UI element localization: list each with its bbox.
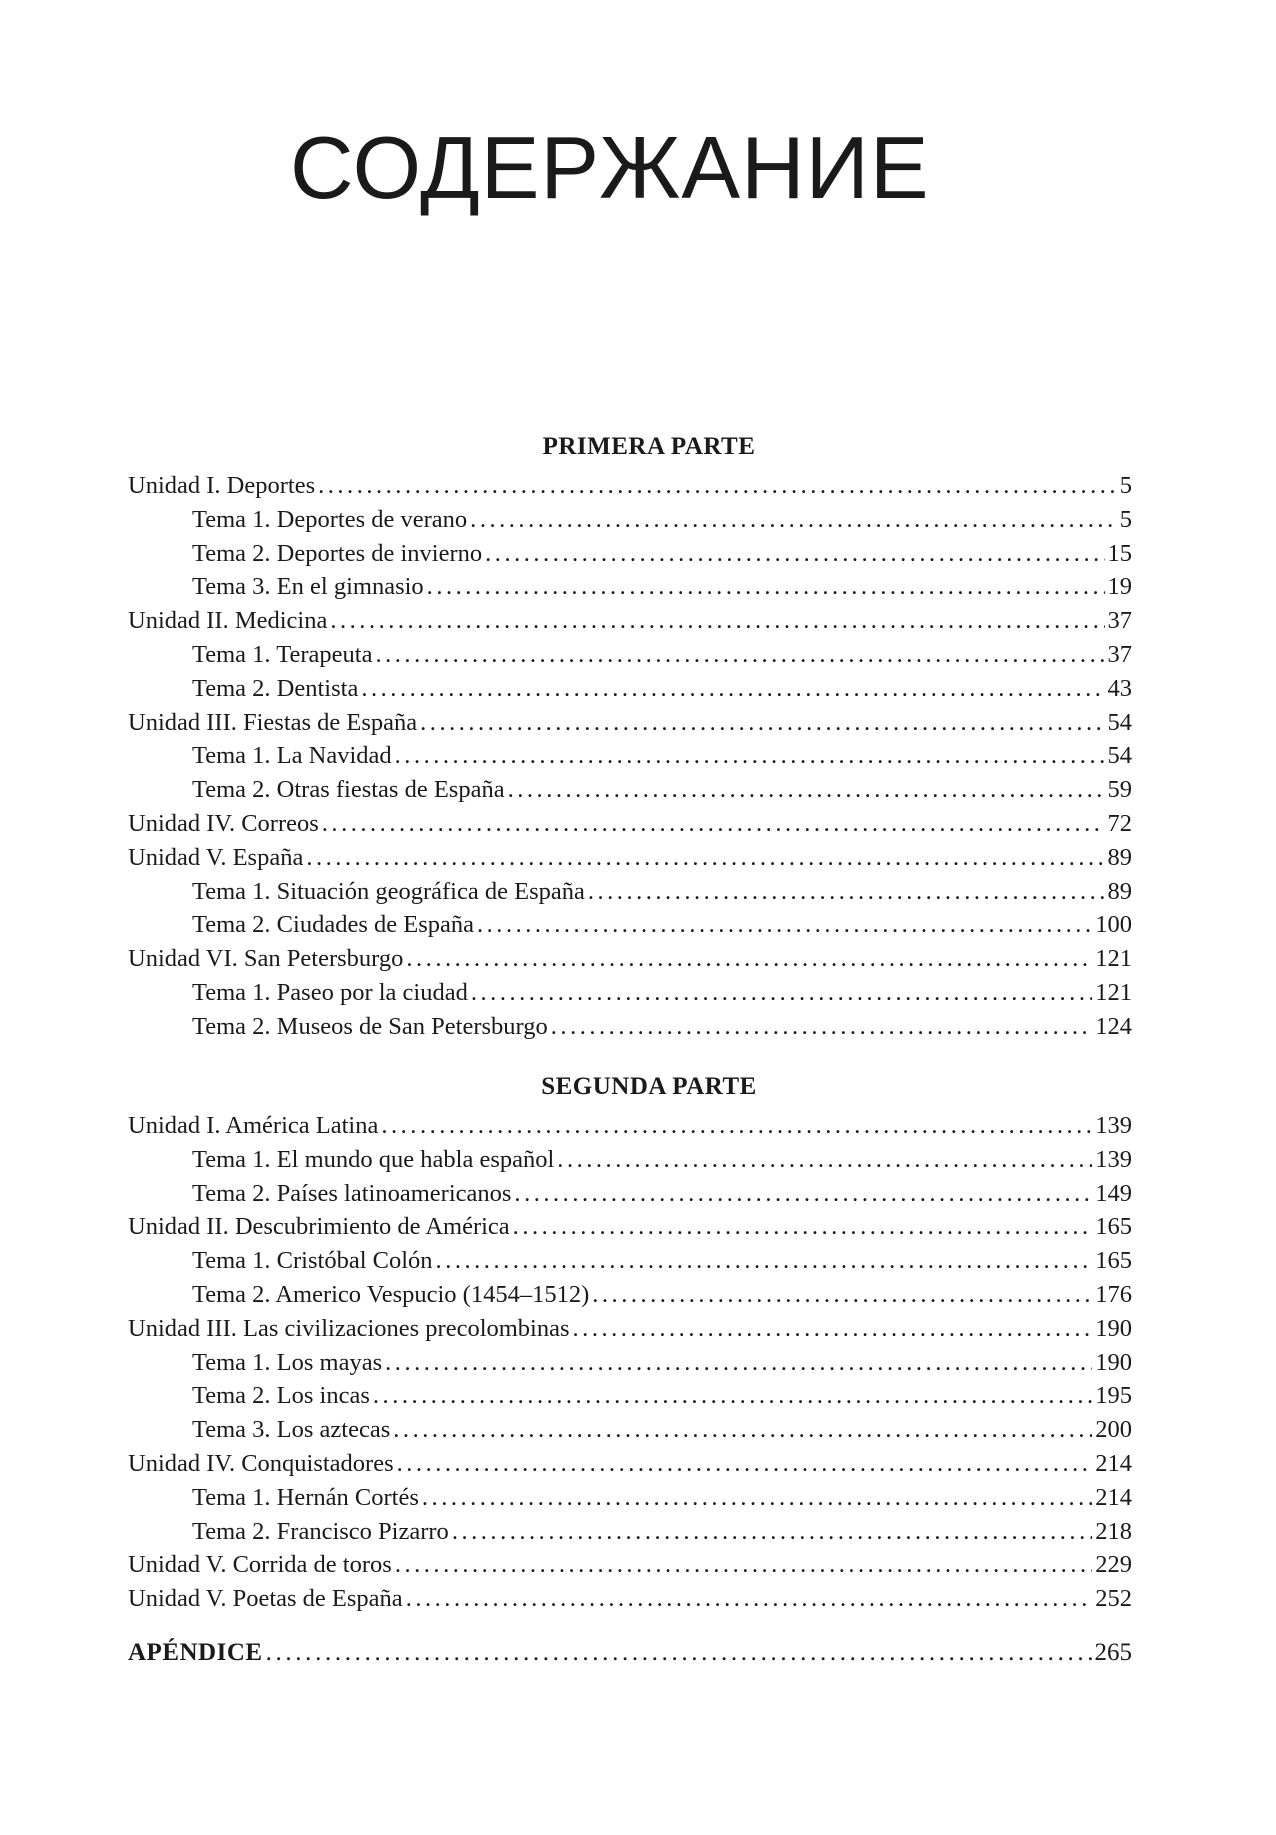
toc-entry-label: Tema 2. Francisco Pizarro [192, 1517, 449, 1545]
dot-leader [397, 1447, 1093, 1481]
toc-entry-label: Tema 1. Terapeuta [192, 640, 373, 668]
dot-leader [385, 1346, 1092, 1380]
dot-leader [330, 604, 1104, 638]
toc-entry-page: 190 [1095, 1348, 1132, 1376]
toc-entry-label: Unidad V. Poetas de España [128, 1585, 403, 1613]
toc-entry[interactable] [128, 1346, 1132, 1380]
toc-entry-label: Unidad IV. Correos [128, 809, 319, 837]
toc-entry-page: 15 [1107, 539, 1132, 567]
dot-leader [592, 1278, 1092, 1312]
toc-entry-label: Tema 1. Hernán Cortés [192, 1483, 419, 1511]
toc-entry-page: 54 [1107, 708, 1132, 736]
toc-entry-page: 176 [1095, 1280, 1132, 1308]
toc-entry[interactable] [128, 1278, 1132, 1312]
dot-leader [427, 570, 1105, 604]
toc-entry-label: APÉNDICE [128, 1639, 263, 1666]
toc-entry-label: Tema 3. En el gimnasio [192, 573, 424, 601]
dot-leader [513, 1210, 1093, 1244]
toc-entry-page: 19 [1107, 573, 1132, 601]
dot-leader [436, 1244, 1093, 1278]
toc-entry-page: 100 [1095, 911, 1132, 939]
dot-leader [395, 739, 1105, 773]
toc-entry-page: 149 [1095, 1179, 1132, 1207]
toc-entry[interactable] [128, 706, 1132, 740]
toc-entry[interactable] [128, 1379, 1132, 1413]
dot-leader [306, 841, 1104, 875]
toc-entry-label: Tema 1. Cristóbal Colón [192, 1247, 433, 1275]
toc-entry-label: Tema 2. Los incas [192, 1382, 370, 1410]
toc-entry[interactable] [128, 638, 1132, 672]
toc-entry[interactable] [128, 841, 1132, 875]
toc-entry-page: 165 [1095, 1213, 1132, 1241]
toc-entry-label: Tema 1. La Navidad [192, 742, 392, 770]
toc-entry-label: Tema 1. Los mayas [192, 1348, 383, 1376]
toc-entry-label: Tema 1. El mundo que habla español [192, 1145, 555, 1173]
toc-entry-page: 195 [1095, 1382, 1132, 1410]
page-title: СОДЕРЖАНИЕ [290, 118, 930, 217]
toc-entry-page: 121 [1095, 978, 1132, 1006]
toc-entry-label: Tema 2. Países latinoamericanos [192, 1179, 512, 1207]
toc-entry-label: Tema 1. Deportes de verano [192, 505, 468, 533]
toc-entry-label: Tema 2. Deportes de invierno [192, 539, 483, 567]
dot-leader [266, 1636, 1092, 1670]
toc-entry-page: 200 [1095, 1416, 1132, 1444]
dot-leader [557, 1143, 1092, 1177]
toc-entry-page: 214 [1095, 1483, 1132, 1511]
toc-entry[interactable] [128, 1481, 1132, 1515]
toc-entry[interactable] [128, 1515, 1132, 1549]
dot-leader [322, 807, 1105, 841]
toc-entry[interactable] [128, 1177, 1132, 1211]
toc-entry-label: Tema 2. Dentista [192, 674, 359, 702]
dot-leader [393, 1413, 1092, 1447]
toc-entry[interactable] [128, 1312, 1132, 1346]
dot-leader [422, 1481, 1092, 1515]
toc-entry[interactable] [128, 807, 1132, 841]
dot-leader [470, 503, 1117, 537]
dot-leader [471, 976, 1092, 1010]
toc-entry-page: 5 [1119, 505, 1132, 533]
dot-leader [573, 1312, 1093, 1346]
toc-entry-label: Unidad I. América Latina [128, 1112, 379, 1139]
toc-entry-label: Tema 2. Museos de San Petersburgo [192, 1012, 548, 1040]
toc-entry[interactable] [128, 1143, 1132, 1177]
dot-leader [406, 942, 1092, 976]
toc-entry[interactable] [128, 1010, 1132, 1044]
toc-entry[interactable] [128, 570, 1132, 604]
toc-entry-label: Unidad V. España [128, 843, 304, 871]
toc-entry-page: 5 [1119, 472, 1132, 499]
toc-entry-page: 121 [1095, 945, 1132, 973]
toc-entry[interactable] [128, 469, 1132, 503]
toc-entry-label: Tema 1. Situación geográfica de España [192, 877, 585, 905]
part-heading-primera: PRIMERA PARTE [542, 433, 756, 460]
toc-entry-label: Tema 2. Americo Vespucio (1454–1512) [192, 1280, 590, 1308]
dot-leader [318, 469, 1117, 503]
toc-entry[interactable] [128, 1548, 1132, 1582]
toc-entry[interactable] [128, 773, 1132, 807]
dot-leader [588, 875, 1105, 909]
toc-entry-appendix[interactable] [128, 1636, 1132, 1670]
toc-entry-page: 72 [1107, 809, 1132, 837]
toc-entry[interactable] [128, 503, 1132, 537]
toc-entry-label: Tema 2. Otras fiestas de España [192, 776, 505, 804]
toc-entry[interactable] [128, 672, 1132, 706]
toc-entry-page: 89 [1107, 843, 1132, 871]
toc-entry-page: 89 [1107, 877, 1132, 905]
dot-leader [508, 773, 1105, 807]
toc-entry-page: 43 [1107, 674, 1132, 702]
toc-entry[interactable] [128, 1109, 1132, 1143]
toc-entry[interactable] [128, 1413, 1132, 1447]
toc-primera-parte [128, 469, 1132, 1044]
toc-entry-label: Unidad I. Deportes [128, 472, 316, 499]
toc-entry[interactable] [128, 739, 1132, 773]
toc-entry-label: Unidad III. Fiestas de España [128, 708, 418, 736]
dot-leader [395, 1548, 1092, 1582]
toc-entry-label: Unidad II. Descubrimiento de América [128, 1213, 510, 1241]
toc-entry[interactable] [128, 604, 1132, 638]
dot-leader [373, 1379, 1092, 1413]
dot-leader [477, 908, 1092, 942]
dot-leader [420, 706, 1104, 740]
toc-entry[interactable] [128, 1210, 1132, 1244]
toc-entry-label: Unidad II. Medicina [128, 607, 328, 635]
toc-entry[interactable] [128, 942, 1132, 976]
toc-entry-page: 165 [1095, 1247, 1132, 1275]
toc-entry-page: 214 [1095, 1449, 1132, 1477]
dot-leader [551, 1010, 1092, 1044]
toc-entry[interactable] [128, 537, 1132, 571]
toc-entry-page: 218 [1095, 1517, 1132, 1545]
toc-entry[interactable] [128, 908, 1132, 942]
toc-entry-page: 252 [1095, 1585, 1132, 1613]
dot-leader [361, 672, 1104, 706]
toc-entry-label: Tema 2. Ciudades de España [192, 911, 474, 939]
toc-entry-page: 37 [1107, 640, 1132, 668]
toc-entry-page: 139 [1095, 1145, 1132, 1173]
toc-entry[interactable] [128, 976, 1132, 1010]
toc-entry[interactable] [128, 875, 1132, 909]
toc-entry-label: Unidad VI. San Petersburgo [128, 945, 404, 973]
toc-entry-label: Tema 3. Los aztecas [192, 1416, 391, 1444]
toc-entry-page: 124 [1095, 1012, 1132, 1040]
dot-leader [406, 1582, 1093, 1616]
toc-entry-page: 59 [1107, 776, 1132, 804]
toc-entry-page: 37 [1107, 607, 1132, 635]
dot-leader [485, 537, 1104, 571]
toc-entry-label: Unidad IV. Conquistadores [128, 1449, 394, 1477]
toc-entry-label: Unidad III. Las civilizaciones precolombinas [128, 1314, 570, 1342]
toc-entry-page: 54 [1107, 742, 1132, 770]
dot-leader [452, 1515, 1092, 1549]
toc-entry-page: 265 [1094, 1639, 1132, 1666]
toc-entry-page: 139 [1095, 1112, 1132, 1139]
toc-entry-label: Tema 1. Paseo por la ciudad [192, 978, 468, 1006]
dot-leader [381, 1109, 1092, 1143]
dot-leader [375, 638, 1104, 672]
toc-entry-label: Unidad V. Corrida de toros [128, 1551, 392, 1579]
toc-entry[interactable] [128, 1582, 1132, 1616]
toc-entry[interactable] [128, 1244, 1132, 1278]
toc-entry[interactable] [128, 1447, 1132, 1481]
dot-leader [514, 1177, 1092, 1211]
toc-segunda-parte [128, 1109, 1132, 1616]
toc-appendix [128, 1636, 1132, 1670]
part-heading-segunda: SEGUNDA PARTE [541, 1073, 757, 1100]
toc-entry-page: 229 [1095, 1551, 1132, 1579]
toc-entry-page: 190 [1095, 1314, 1132, 1342]
